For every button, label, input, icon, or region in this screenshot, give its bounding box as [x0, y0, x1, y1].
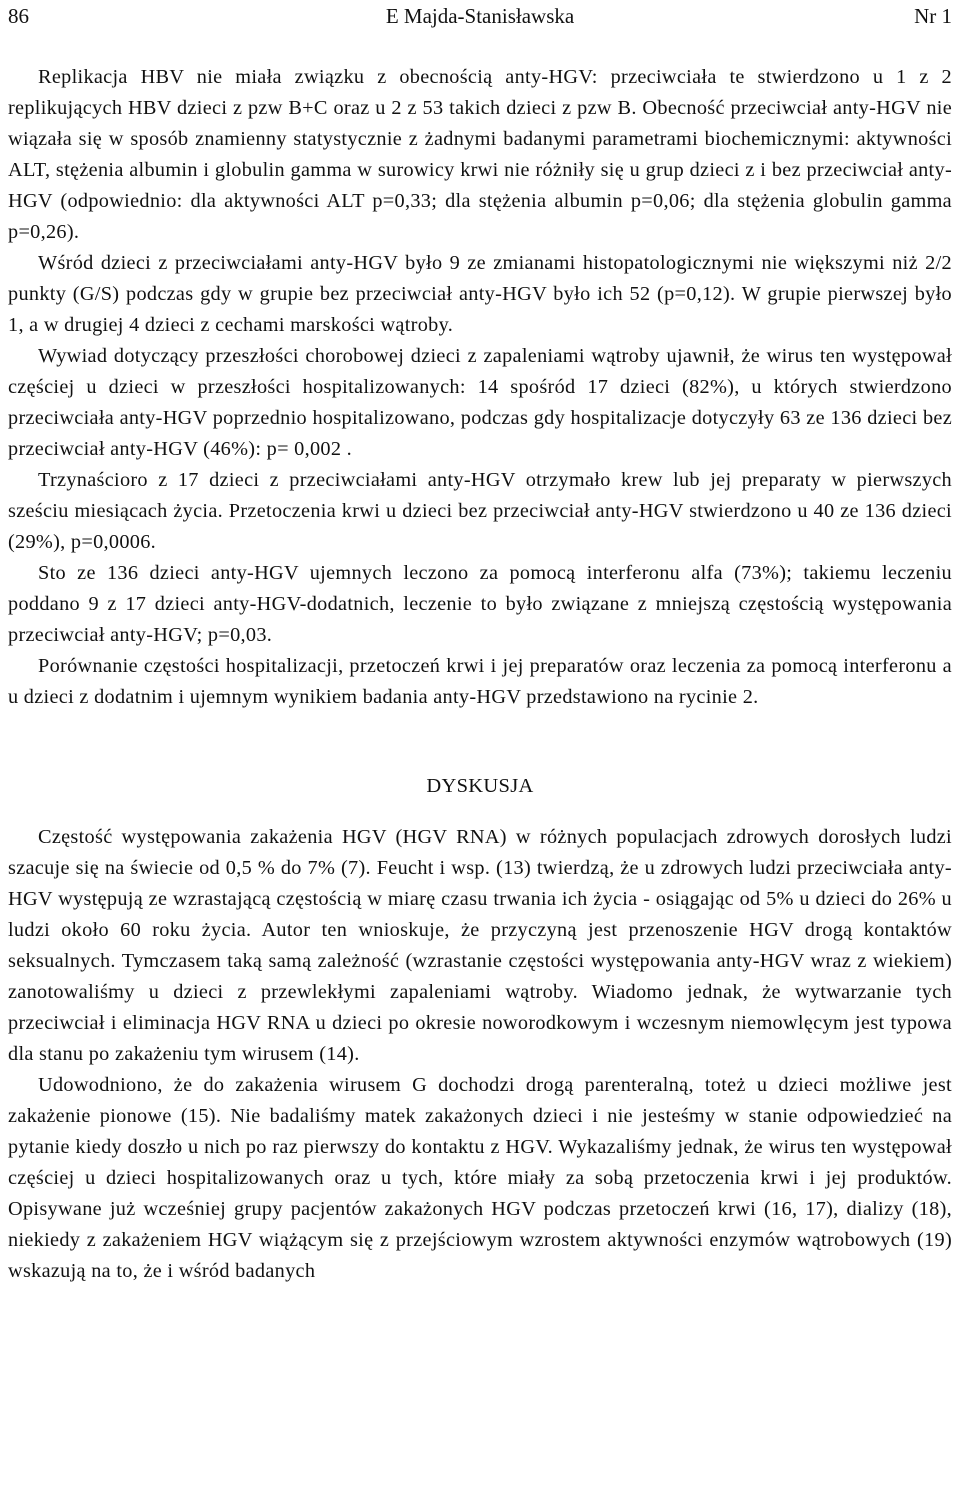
paragraph-histopathology: Wśród dzieci z przeciwciałami anty-HGV było 9 ze zmianami histopatologicznymi nie większymi niż 2/2 punkty (G/S) podczas gdy w grupie bez przeciwciał anty-HGV było ich 52 (p=0,12). W grupie pierwszej było 1, a w drugiej 4 dzieci z cechami marskości wątroby.	[8, 252, 952, 336]
running-author: E Majda-Stanisławska	[385, 4, 575, 28]
page-number: 86	[8, 4, 29, 28]
paragraph-interferon: Sto ze 136 dzieci anty-HGV ujemnych leczono za pomocą interferonu alfa (73%); takiemu leczeniu poddano 9 z 17 dzieci anty-HGV-dodatnich, leczenie to było związane z mniejszą częstością występowania przeciwciał anty-HGV; p=0,03.	[8, 562, 952, 646]
journal-issue: Nr 1	[914, 4, 952, 28]
section-heading: DYSKUSJA	[426, 775, 534, 797]
paragraph-hbv-replication: Replikacja HBV nie miała związku z obecnością anty-HGV: przeciwciała te stwierdzono u 1 z 2 replikujących HBV dzieci z pzw B+C oraz u 2 z 53 takich dzieci z pzw B. Obecność przeciwciał anty-HGV nie wiązała się w sposób znamienny statystycznie z żadnymi badanymi parametrami biochemicznymi: aktywności ALT, stężenia albumin i globulin gamma w surowicy krwi nie różniły się u grup dzieci z i bez przeciwciał anty-HGV (odpowiednio: dla aktywności ALT p=0,33; dla stężenia albumin p=0,06; dla stężenia globulin gamma p=0,26).	[8, 66, 952, 243]
paragraph-comparison-figure: Porównanie częstości hospitalizacji, przetoczeń krwi i jej preparatów oraz leczenia za pomocą interferonu a u dzieci z dodatnim i ujemnym wynikiem badania anty-HGV przedstawiono na rycinie 2.	[8, 655, 952, 708]
article-body	[8, 62, 952, 1287]
running-header	[8, 0, 952, 32]
paragraph-hospitalization-history: Wywiad dotyczący przeszłości chorobowej dzieci z zapaleniami wątroby ujawnił, że wirus ten występował częściej u dzieci w przeszłości hospitalizowanych: 14 spośród 17 dzieci (82%), u których stwierdzono przeciwciała anty-HGV poprzednio hospitalizowano, podczas gdy hospitalizacje dotyczyły 63 ze 136 dzieci bez przeciwciał anty-HGV (46%): p= 0,002 .	[8, 345, 952, 460]
paragraph-discussion-transmission: Udowodniono, że do zakażenia wirusem G dochodzi drogą parenteralną, toteż u dzieci możliwe jest zakażenie pionowe (15). Nie badaliśmy matek zakażonych dzieci i nie jesteśmy w stanie odpowiedzieć na pytanie kiedy doszło u nich po raz pierwszy do kontaktu z HGV. Wykazaliśmy jednak, że wirus ten występował częściej u dzieci hospitalizowanych oraz u tych, które miały za sobą przetoczenia krwi i jej produktów. Opisywane już wcześniej grupy pacjentów zakażonych HGV podczas przetoczeń krwi (16, 17), dializy (18), niekiedy z zakażeniem HGV wiążącym się z przejściowym wzrostem aktywności enzymów wątrobowych (19) wskazują na to, że i wśród badanych	[8, 1074, 952, 1282]
paragraph-discussion-prevalence: Częstość występowania zakażenia HGV (HGV RNA) w różnych populacjach zdrowych dorosłych ludzi szacuje się na świecie od 0,5 % do 7% (7). Feucht i wsp. (13) twierdzą, że u zdrowych ludzi przeciwciała anty-HGV występują ze wzrastającą częstością w miarę czasu trwania ich życia - osiągając od 5% u dzieci do 26% u ludzi około 60 roku życia. Autor ten wnioskuje, że przyczyną jest przenoszenie HGV drogą kontaktów seksualnych. Tymczasem taką samą zależność (wzrastanie częstości występowania anty-HGV wraz z wiekiem) zanotowaliśmy u dzieci z przewlekłymi zapaleniami wątroby. Wiadomo jednak, że wytwarzanie tych przeciwciał i eliminacja HGV RNA u dzieci po okresie noworodkowym i wczesnym niemowlęcym jest typowa dla stanu po zakażeniu tym wirusem (14).	[8, 826, 952, 1065]
paragraph-transfusions: Trzynaścioro z 17 dzieci z przeciwciałami anty-HGV otrzymało krew lub jej preparaty w pierwszych sześciu miesiącach życia. Przetoczenia krwi u dzieci bez przeciwciał anty-HGV stwierdzono u 40 ze 136 dzieci (29%), p=0,0006.	[8, 469, 952, 553]
